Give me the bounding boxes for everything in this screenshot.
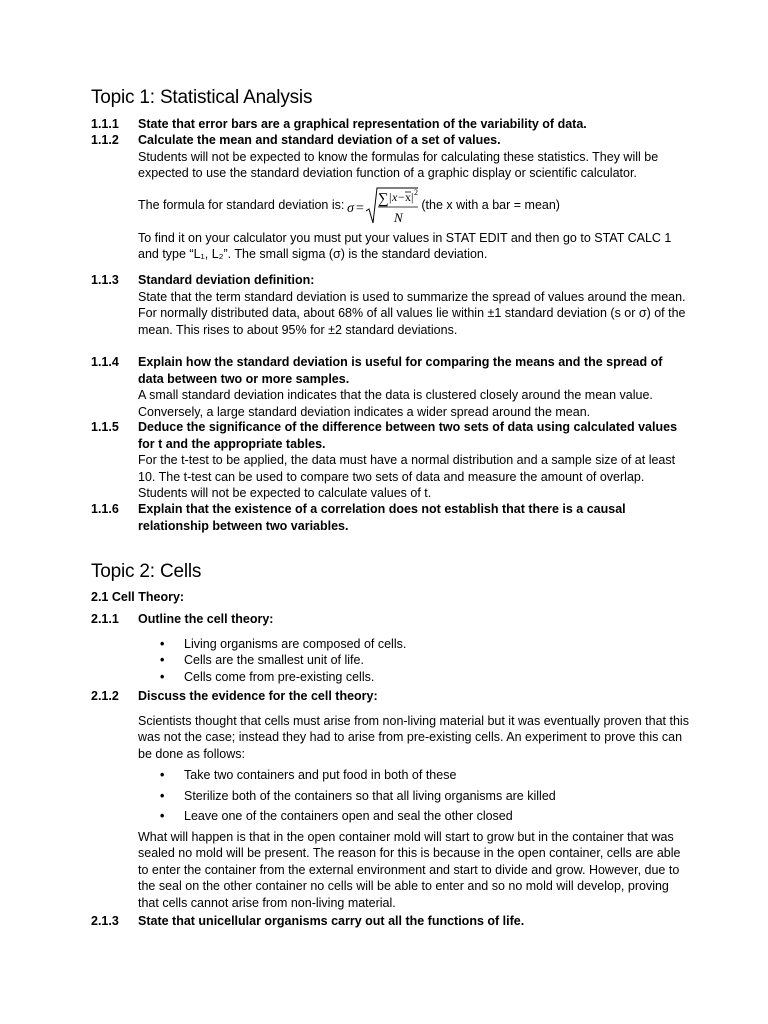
list-item: • Sterilize both of the containers so that all living organisms are killed <box>138 788 691 805</box>
item-paragraph: Students will not be expected to know the formulas for calculating these statistics. They will be expected to use the standard deviation function of a graphic display or scientific calculator. <box>138 149 659 180</box>
item-1-1-4 <box>91 354 691 420</box>
topic-2-title: Topic 2: Cells <box>91 561 202 582</box>
item-heading: Explain that the existence of a correlation does not establish that there is a causal relationship between two variables. <box>138 502 626 533</box>
item-1-1-3 <box>91 272 691 338</box>
item-1-1-1 <box>91 116 691 133</box>
item-1-1-5 <box>91 419 691 502</box>
formula-abs-close: | <box>411 189 414 204</box>
item-number: 1.1.6 <box>91 502 119 516</box>
topic-1-title: Topic 1: Statistical Analysis <box>91 87 313 108</box>
formula-equals: = <box>356 200 365 216</box>
item-number: 1.1.1 <box>91 117 119 131</box>
item-paragraph: To find it on your calculator you must put your values in STAT EDIT and then go to STAT CALC 1 and type “L₁, L₂”. The small sigma (σ) is the standard deviation. <box>138 230 672 261</box>
formula-prefix: The formula for standard deviation is: <box>138 198 345 213</box>
item-number: 2.1.3 <box>91 914 119 928</box>
item-heading: State that unicellular organisms carry out all the functions of life. <box>138 914 525 928</box>
item-2-1-3 <box>91 913 691 930</box>
section-2-1-title: 2.1 Cell Theory: <box>91 590 185 604</box>
cell-theory-list <box>138 636 691 686</box>
formula-N: N <box>394 209 404 225</box>
item-paragraph: For normally distributed data, about 68% of all values lie within ±1 standard deviation (s or σ) of the mean. This rises to about 95% for ±2 standard deviations. <box>138 306 686 337</box>
formula-sigma: σ <box>347 200 355 216</box>
item-heading: Standard deviation definition: <box>138 273 315 287</box>
list-item: • Take two containers and put food in both of these <box>138 767 691 784</box>
list-item: • Cells come from pre-existing cells. <box>138 669 691 686</box>
item-paragraph: A small standard deviation indicates that the data is clustered closely around the mean value. Conversely, a large standard deviation indicates a wider spread around the mean. <box>138 388 653 419</box>
item-heading: Outline the cell theory: <box>138 612 274 626</box>
item-paragraph: What will happen is that in the open container mold will start to grow but in the container that was sealed no mold will be present. The reason for this is because in the open container, cells are able to enter the container from the external environment and start to divide and grow. However, due to the seal on the other container no cells will be able to enter and so no mold will develop, proving that cells cannot arise from non-living material. <box>138 829 681 910</box>
item-heading: Calculate the mean and standard deviation of a set of values. <box>138 133 501 147</box>
list-item: • Leave one of the containers open and seal the other closed <box>138 808 691 825</box>
item-number: 1.1.2 <box>91 133 119 147</box>
item-1-1-2 <box>91 132 691 263</box>
formula-abs-open: | <box>389 189 392 204</box>
item-2-1-2 <box>91 688 691 911</box>
item-paragraph: State that the term standard deviation is used to summarize the spread of values around the mean. <box>138 289 686 304</box>
formula-sum: ∑ <box>378 190 390 207</box>
list-item: • Living organisms are composed of cells. <box>138 636 691 653</box>
item-2-1-1 <box>91 611 691 685</box>
item-1-1-6 <box>91 501 691 534</box>
item-heading: Explain how the standard deviation is useful for comparing the means and the spread of data between two or more samples. <box>138 355 663 386</box>
formula-power: 2 <box>414 187 419 197</box>
item-heading: Discuss the evidence for the cell theory: <box>138 689 378 703</box>
item-number: 2.1.1 <box>91 612 119 626</box>
std-dev-formula <box>138 185 691 227</box>
item-number: 1.1.3 <box>91 273 119 287</box>
formula-minus: − <box>398 189 406 204</box>
item-number: 1.1.5 <box>91 420 119 434</box>
item-paragraph: Scientists thought that cells must arise from non-living material but it was eventually proven that this was not the case; instead they had to arise from pre-existing cells. An experiment to prove this can be done as follows: <box>138 713 689 761</box>
std-dev-formula-graphic <box>347 185 419 227</box>
item-heading: Deduce the significance of the difference between two sets of data using calculated values for t and the appropriate tables. <box>138 420 678 451</box>
formula-xbar: x <box>405 189 412 204</box>
item-heading: State that error bars are a graphical representation of the variability of data. <box>138 117 587 131</box>
item-paragraph: For the t-test to be applied, the data must have a normal distribution and a sample size of at least 10. The t-test can be used to compare two sets of data and measure the amount of overlap. Students will not be expected to calculate values of t. <box>138 453 676 500</box>
formula-suffix: (the x with a bar = mean) <box>421 198 560 213</box>
experiment-steps-list <box>138 767 691 825</box>
list-item: • Cells are the smallest unit of life. <box>138 652 691 669</box>
formula-x: x <box>392 189 398 204</box>
item-number: 1.1.4 <box>91 355 119 369</box>
item-number: 2.1.2 <box>91 689 119 703</box>
